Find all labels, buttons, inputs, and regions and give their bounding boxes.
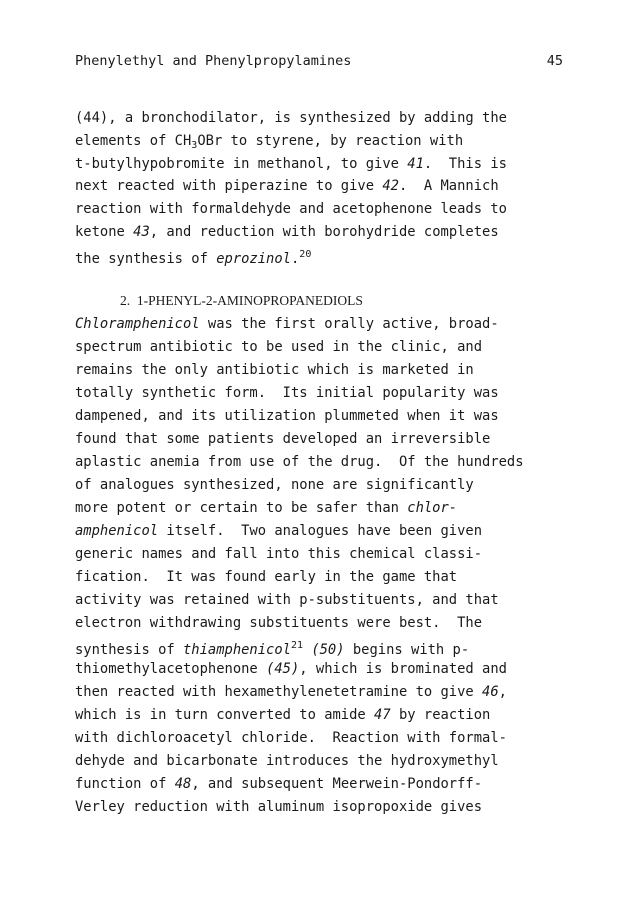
- text-line: Verley reduction with aluminum isopropoxide gives: [75, 799, 483, 815]
- section-heading: 2. 1-PHENYL-2-AMINOPROPANEDIOLS: [120, 293, 363, 308]
- text-line: which is in turn converted to amide 47 by reaction: [75, 707, 491, 723]
- text-line: t-butylhypobromite in methanol, to give 41. This is: [75, 156, 507, 172]
- page-number: 45: [546, 53, 563, 69]
- text-line: then reacted with hexamethylenetetramine to give 46,: [75, 684, 507, 700]
- text-line: the synthesis of eprozinol.$^{20}$: [75, 249, 312, 267]
- text-line: generic names and fall into this chemical classi-: [75, 546, 483, 562]
- text-line: of analogues synthesized, none are significantly: [75, 477, 474, 493]
- text-line: remains the only antibiotic which is marketed in: [75, 362, 474, 378]
- text-line: aplastic anemia from use of the drug. Of the hundreds: [75, 454, 524, 470]
- text-line: totally synthetic form. Its initial popularity was: [75, 385, 499, 401]
- text-line: Chloramphenicol was the first orally active, broad-: [75, 316, 499, 332]
- text-line: activity was retained with p-substituents, and that: [75, 592, 499, 608]
- text-line: more potent or certain to be safer than chlor-: [75, 500, 458, 516]
- text-line: function of 48, and subsequent Meerwein-Pondorff-: [75, 776, 483, 792]
- text-line: fication. It was found early in the game that: [75, 569, 458, 585]
- running-title: Phenylethyl and Phenylpropylamines: [75, 53, 352, 69]
- text-line: elements of $CH_3OBr$ to styrene, by reaction with: [75, 133, 464, 151]
- text-line: found that some patients developed an irreversible: [75, 431, 491, 447]
- text-line: thiomethylacetophenone (45), which is brominated and: [75, 661, 507, 677]
- text-line: dampened, and its utilization plummeted when it was: [75, 408, 499, 424]
- text-line: with dichloroacetyl chloride. Reaction with formal-: [75, 730, 507, 746]
- text-line: reaction with formaldehyde and acetophenone leads to: [75, 201, 507, 217]
- text-line: amphenicol itself. Two analogues have been given: [75, 523, 483, 539]
- text-line: (44), a bronchodilator, is synthesized by adding the: [75, 110, 507, 126]
- text-line: spectrum antibiotic to be used in the clinic, and: [75, 339, 483, 355]
- text-line: ketone 43, and reduction with borohydride completes: [75, 224, 499, 240]
- text-line: next reacted with piperazine to give 42. A Mannich: [75, 178, 499, 194]
- text-line: electron withdrawing substituents were best. The: [75, 615, 483, 631]
- text-line: dehyde and bicarbonate introduces the hydroxymethyl: [75, 753, 499, 769]
- page-header: [75, 53, 563, 73]
- text-line: synthesis of thiamphenicol$^{21}$ (50) begins with p-: [75, 640, 470, 658]
